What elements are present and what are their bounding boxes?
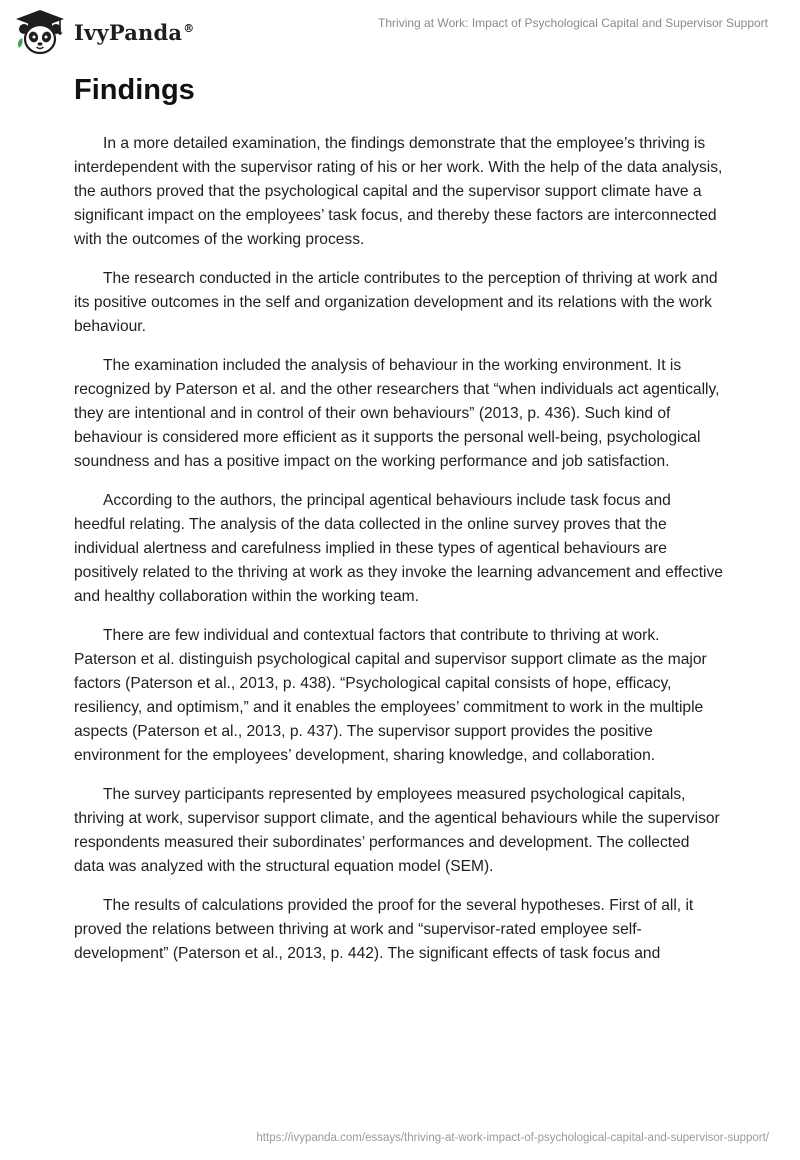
paragraph: There are few individual and contextual factors that contribute to thriving at work. Paterson et al. distinguish psychological capital and supervisor support climate as the major factors (Paterson et al., 2013, p. 438). “Psychological capital consists of hope, efficacy, resiliency, and optimism,” and it enables the employees’ commitment to work in the multiple aspects (Paterson et al., 2013, p. 437). The supervisor support provides the positive environment for the employees’ development, sharing knowledge, and collaboration.: [74, 627, 707, 764]
article-body: [74, 72, 724, 981]
source-url[interactable]: https://ivypanda.com/essays/thriving-at-work-impact-of-psychological-capital-and-supervisor-support/: [256, 1132, 769, 1144]
paragraph: The research conducted in the article contributes to the perception of thriving at work and its positive outcomes in the self and organization development and its relations with the work behaviour.: [74, 270, 718, 335]
ivypanda-logo[interactable]: [14, 8, 194, 56]
section-heading: Findings: [74, 74, 195, 106]
panda-graduate-icon: [14, 8, 66, 56]
paragraph: The survey participants represented by employees measured psychological capitals, thriving at work, supervisor support climate, and the agentical behaviours while the supervisor respondents measured their subordinates’ performances and development. The collected data was analyzed with the structural equation model (SEM).: [74, 786, 720, 875]
paragraph: In a more detailed examination, the findings demonstrate that the employee’s thriving is interdependent with the supervisor rating of his or her work. With the help of the data analysis, the authors proved that the psychological capital and the supervisor support climate have a significant impact on the employees’ task focus, and thereby these factors are interconnected with the outcomes of the working process.: [74, 135, 723, 248]
paragraph: The examination included the analysis of behaviour in the working environment. It is recognized by Paterson et al. and the other researchers that “when individuals act agentically, they are intentional and in control of their own behaviours” (2013, p. 436). Such kind of behaviour is considered more efficient as it supports the personal well-being, psychological soundness and has a positive impact on the working performance and job satisfaction.: [74, 357, 720, 470]
paragraph: The results of calculations provided the proof for the several hypotheses. First of all, it proved the relations between thriving at work and “supervisor-rated employee self-development” (Paterson et al., 2013, p. 442). The significant effects of task focus and: [74, 897, 694, 962]
paragraph: According to the authors, the principal agentical behaviours include task focus and heedful relating. The analysis of the data collected in the online survey proves that the individual alertness and carefulness implied in these types of agentical behaviours are positively related to the thriving at work as they invoke the learning advancement and effective and healthy collaboration within the working team.: [74, 492, 723, 605]
brand-name: IvyPanda®: [74, 19, 195, 45]
page-header: [0, 0, 800, 60]
document-title: Thriving at Work: Impact of Psychological Capital and Supervisor Support: [378, 16, 768, 30]
